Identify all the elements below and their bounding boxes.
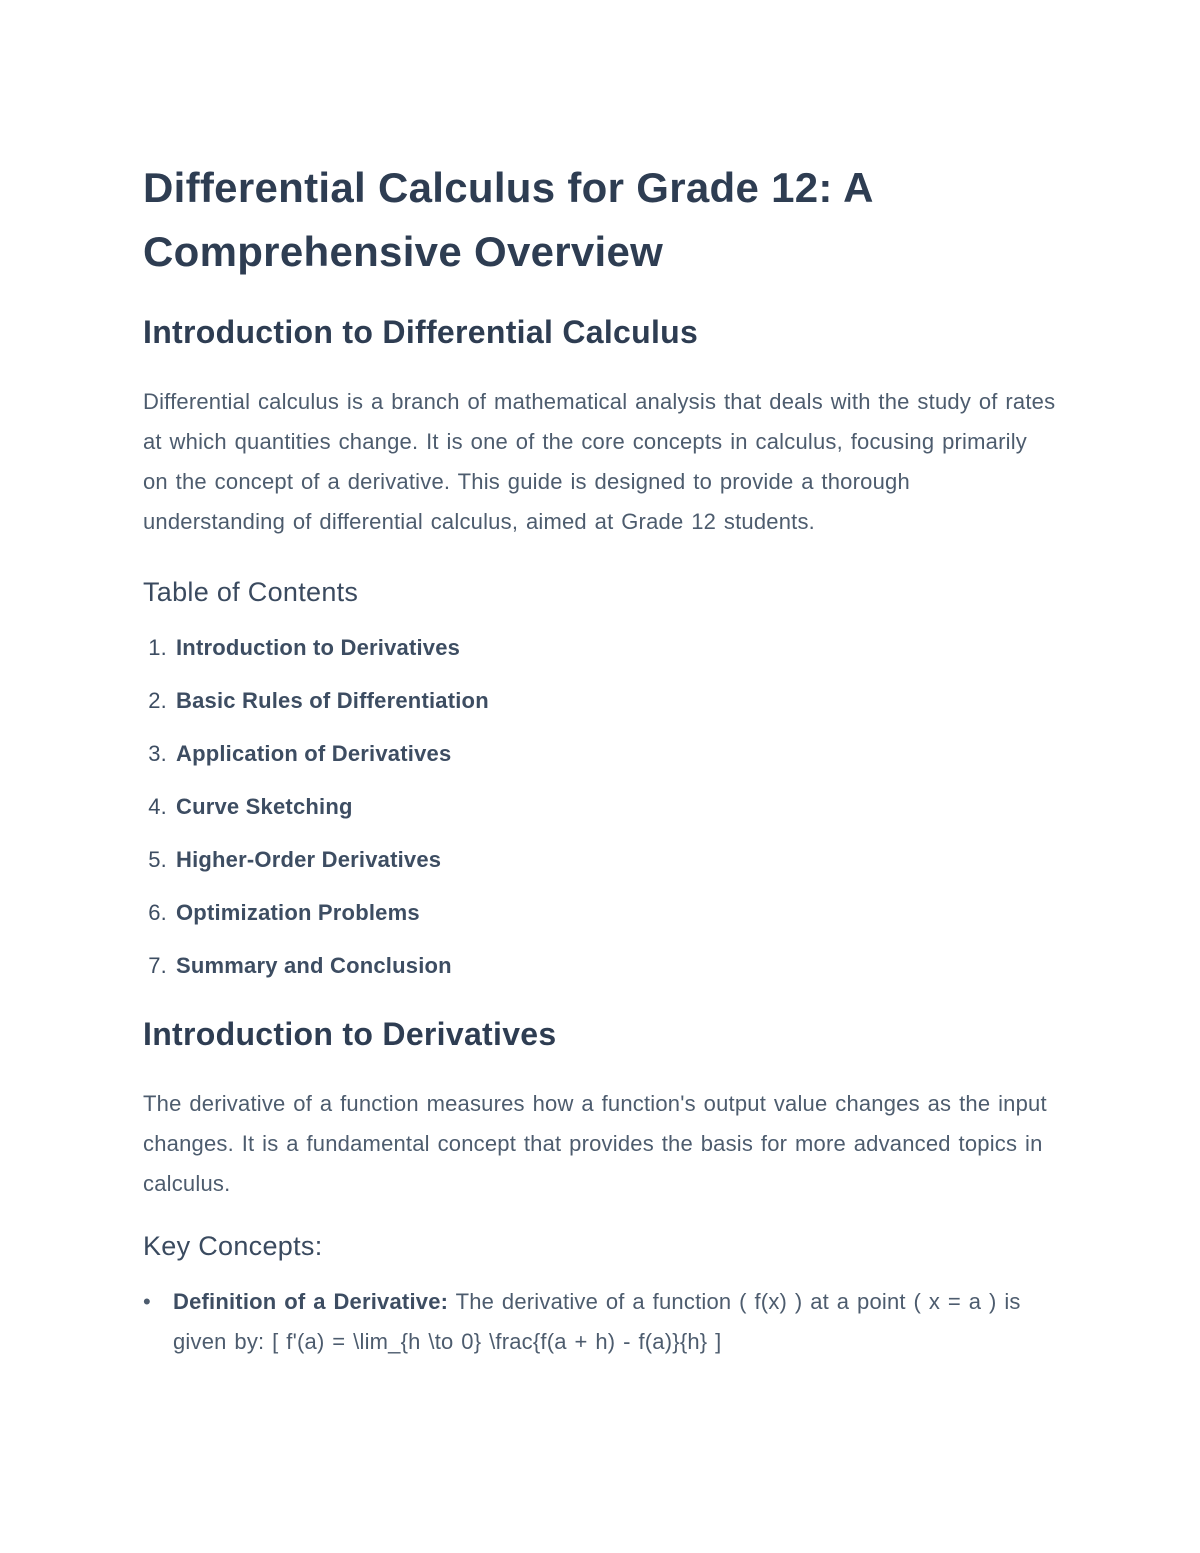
bullet-icon: • [143,1289,151,1314]
toc-item [143,899,1057,927]
toc-item-label: Basic Rules of Differentiation [176,688,489,713]
toc-item [143,952,1057,980]
toc-item [143,634,1057,662]
toc-item-label: Introduction to Derivatives [176,635,461,660]
toc-item-number: 2. [148,688,167,713]
section-heading-intro-calculus: Introduction to Differential Calculus [143,314,699,350]
toc-item-number: 1. [148,635,167,660]
page-title: Differential Calculus for Grade 12: A Comprehensive Overview [143,164,873,275]
toc-item-number: 6. [148,900,167,925]
toc-item-label: Curve Sketching [176,794,353,819]
key-concept-term: Definition of a Derivative: [173,1289,449,1314]
derivatives-paragraph: The derivative of a function measures how a function's output value changes as the input changes. It is a fundamental concept that provides the basis for more advanced topics in calculus. [143,1091,1047,1196]
toc-item-number: 5. [148,847,167,872]
key-concept-definition: The derivative of a function ( f(x) ) at a point ( x = a ) is given by: [ f'(a) = \lim_{h \to 0} \frac{f(a + h) - f(a)}{h} ] [173,1289,1021,1354]
toc-item [143,846,1057,874]
toc-item-label: Application of Derivatives [176,741,452,766]
toc-item-number: 4. [148,794,167,819]
key-concepts-list [143,1282,1057,1362]
toc-item-number: 3. [148,741,167,766]
key-concept-item [143,1282,1057,1362]
toc-item-label: Optimization Problems [176,900,420,925]
key-concepts-heading: Key Concepts: [143,1231,323,1261]
toc-item-number: 7. [148,953,167,978]
toc-heading: Table of Contents [143,577,359,607]
toc-item-label: Higher-Order Derivatives [176,847,442,872]
intro-paragraph: Differential calculus is a branch of mathematical analysis that deals with the study of rates at which quantities change. It is one of the core concepts in calculus, focusing primarily on the concept of a derivative. This guide is designed to provide a thorough understanding of differential calculus, aimed at Grade 12 students. [143,389,1056,534]
section-heading-derivatives: Introduction to Derivatives [143,1016,557,1052]
toc-list [143,634,1057,980]
toc-item [143,740,1057,768]
toc-item [143,793,1057,821]
toc-item-label: Summary and Conclusion [176,953,452,978]
key-concept-text-wrap [173,1282,1057,1362]
toc-item [143,687,1057,715]
